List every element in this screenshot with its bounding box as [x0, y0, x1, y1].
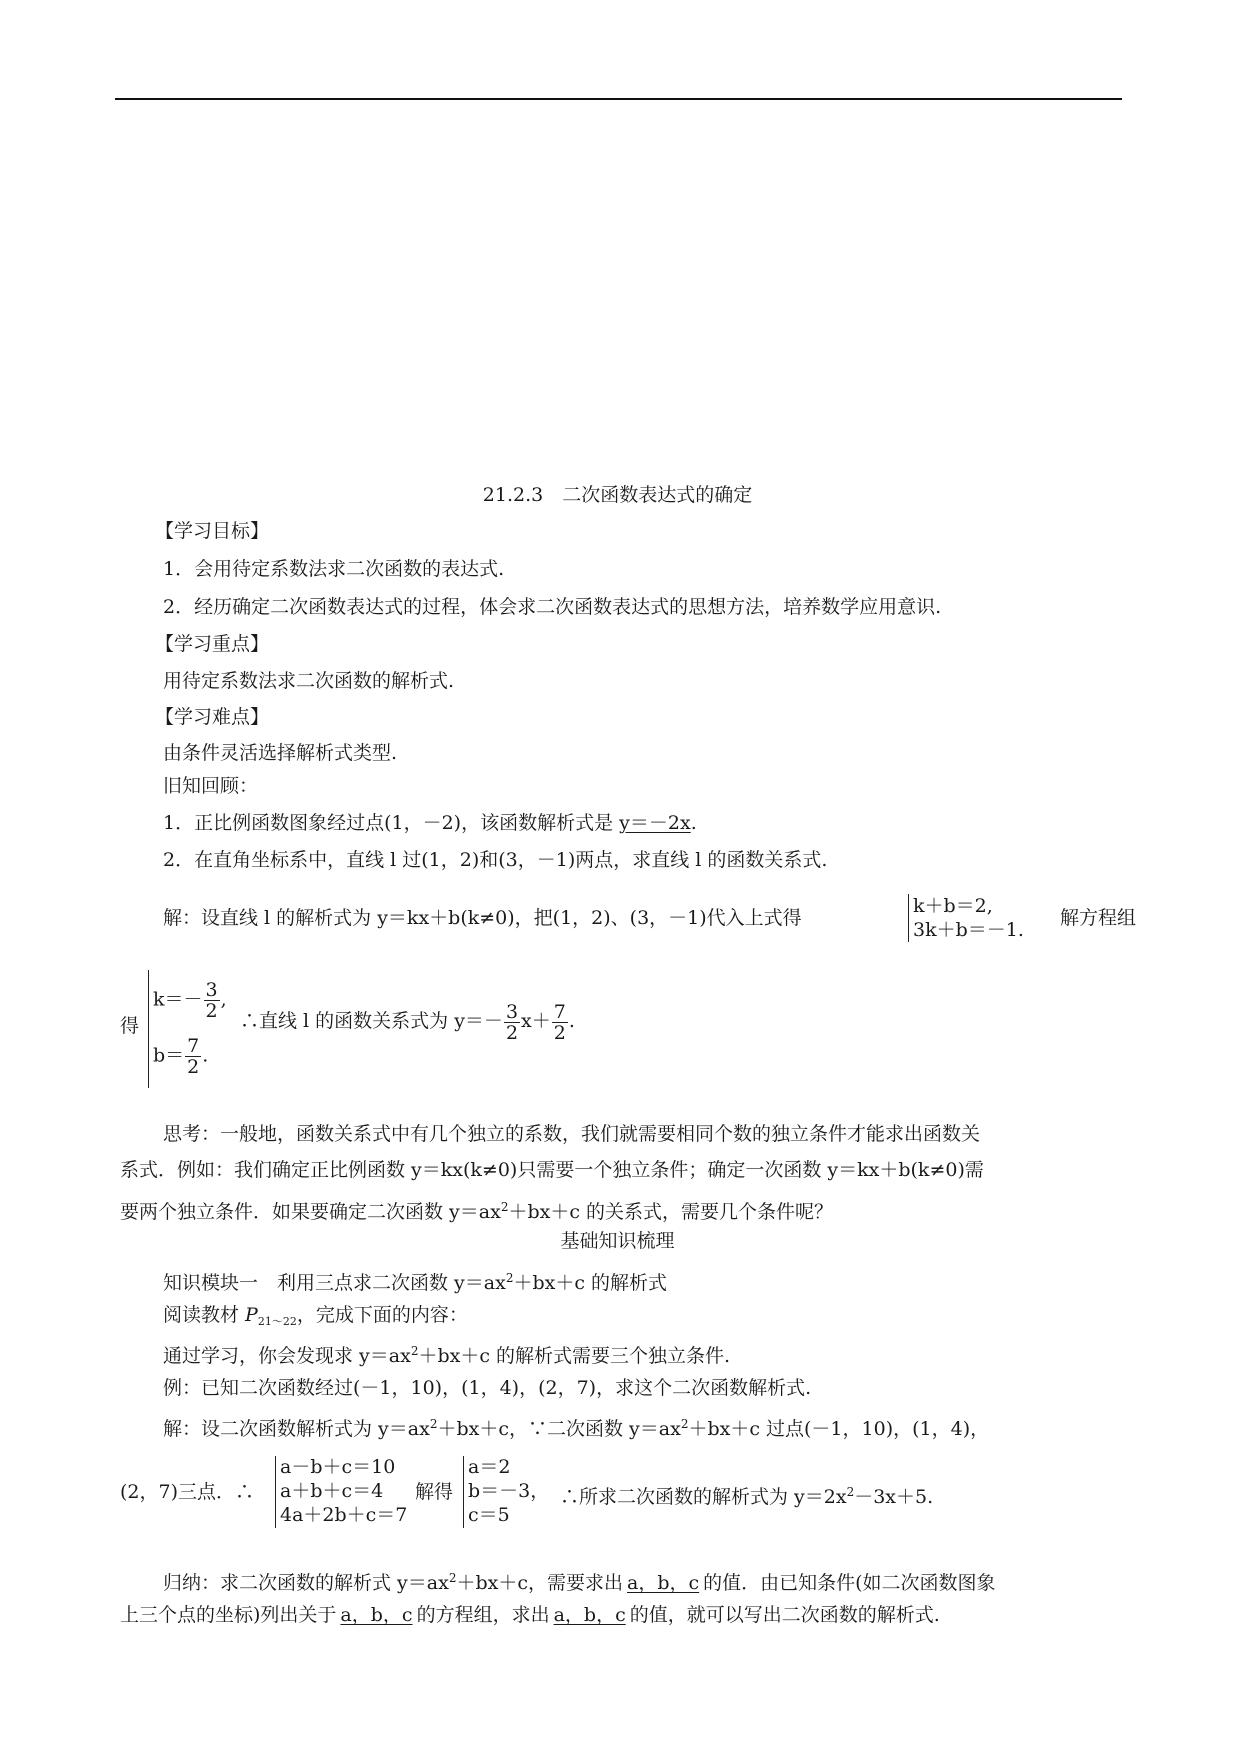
- think-line-3: 要两个独立条件．如果要确定二次函数 $y=ax^2+bx+c$ 的关系式，需要几个条件呢？: [120, 1200, 834, 1223]
- review-q1-text: 1．正比例函数图象经过点(1，－2)，该函数解析式是: [163, 812, 614, 834]
- review-heading: 旧知回顾：: [163, 775, 259, 797]
- b-value: b＝ $\frac{7}{2}$ .: [153, 1035, 209, 1078]
- result-b: b＝－3，: [468, 1480, 550, 1502]
- system-2-row-1: a－b＋c＝10: [280, 1456, 396, 1478]
- slope-fraction: $\frac{3}{2}$: [505, 1000, 519, 1044]
- result-a: a＝2: [468, 1456, 511, 1478]
- equation-system-2: [275, 1456, 414, 1528]
- review-q1: [163, 810, 697, 836]
- learn-line: 通过学习，你会发现求 $y=ax^2+bx+c$ 的解析式需要三个独立条件.: [163, 1344, 731, 1367]
- equation-system-1: [908, 894, 1059, 942]
- goal-item-1: 1．会用待定系数法求二次函数的表达式.: [163, 558, 505, 580]
- solution-system: [148, 970, 239, 1088]
- review-q1-end: .: [690, 812, 697, 834]
- difficulty-heading: 【学习难点】: [155, 706, 270, 728]
- goal-heading: 【学习目标】: [155, 520, 270, 542]
- intercept-fraction: $\frac{7}{2}$: [553, 1000, 566, 1044]
- example-solution-line: 解：设二次函数解析式为 $y=ax^2+bx+c$，∵二次函数 $y=ax^2+bx+c$ 过点(－1，10)，(1，4)，: [163, 1417, 990, 1440]
- de-label: 得: [120, 1015, 140, 1037]
- basics-heading: 基础知识梳理: [560, 1230, 675, 1252]
- review-solution-line: 解：设直线 l 的解析式为 y＝kx＋b(k≠0)，把(1，2)、(3，－1)代入上式得: [163, 907, 802, 929]
- jiede-label: 解得: [415, 1481, 454, 1503]
- key-text: 用待定系数法求二次函数的解析式.: [163, 670, 455, 692]
- key-heading: 【学习重点】: [155, 633, 270, 655]
- review-q2: 2．在直角坐标系中，直线 l 过(1，2)和(3，－1)两点，求直线 l 的函数关系式.: [163, 849, 828, 871]
- system-2-row-3: 4a＋2b＋c＝7: [280, 1504, 408, 1526]
- points-label: (2，7)三点．∴: [120, 1481, 255, 1503]
- summary-line-1: 归纳：求二次函数的解析式 $y=ax^2+bx+c$，需要求出 a，b，c 的值．由已知条件(如二次函数图象: [163, 1571, 996, 1594]
- result-c: c＝5: [468, 1504, 510, 1526]
- goal-item-2: 2．经历确定二次函数表达式的过程，体会求二次函数表达式的思想方法，培养数学应用意识.: [163, 596, 942, 618]
- review-q1-answer: y＝－2x: [619, 812, 691, 834]
- system-1-row-2: 3k＋b＝－1.: [913, 919, 1024, 941]
- module-title: 知识模块一 利用三点求二次函数 $y=ax^2+bx+c$ 的解析式: [163, 1271, 668, 1294]
- b-fraction: $\frac{7}{2}$: [187, 1035, 200, 1078]
- think-line-2: 系式．例如：我们确定正比例函数 y＝kx(k≠0)只需要一个独立条件；确定一次函数 y＝kx＋b(k≠0)需: [120, 1159, 984, 1181]
- difficulty-text: 由条件灵活选择解析式类型.: [163, 742, 398, 764]
- review-conclusion: ∴直线 l 的函数关系式为 y＝－ $\frac{3}{2}$ x＋ $\frac{7}{2}$ .: [240, 1000, 575, 1044]
- summary-blank-2: a，b，c: [340, 1604, 413, 1626]
- header-rule: [115, 98, 1122, 100]
- summary-line-2: 上三个点的坐标)列出关于 a，b，c 的方程组，求出 a，b，c 的值，就可以写出二次函数的解析式.: [120, 1604, 940, 1626]
- example-line: 例：已知二次函数经过(－1，10)，(1，4)，(2，7)，求这个二次函数解析式.: [163, 1377, 812, 1399]
- reading-line: 阅读教材 $P_{21\sim 22}$，完成下面的内容：: [163, 1304, 468, 1328]
- summary-blank-3: a，b，c: [553, 1604, 626, 1626]
- k-fraction: $\frac{3}{2}$: [205, 979, 218, 1022]
- k-value: k＝－ $\frac{3}{2}$ ,: [153, 979, 227, 1022]
- system-2-row-2: a＋b＋c＝4: [280, 1480, 384, 1502]
- system-1-row-1: k＋b＝2,: [913, 895, 993, 917]
- think-line-1: 思考：一般地，函数关系式中有几个独立的系数，我们就需要相同个数的独立条件才能求出函数关: [163, 1123, 981, 1145]
- result-system: [463, 1456, 554, 1528]
- review-solution-after: 解方程组: [1060, 907, 1137, 929]
- summary-blank-1: a，b，c: [627, 1572, 700, 1594]
- result-line: ∴所求二次函数的解析式为 $y=2x^2-3x+5$.: [560, 1485, 934, 1508]
- page-title: 21.2.3 二次函数表达式的确定: [482, 484, 753, 506]
